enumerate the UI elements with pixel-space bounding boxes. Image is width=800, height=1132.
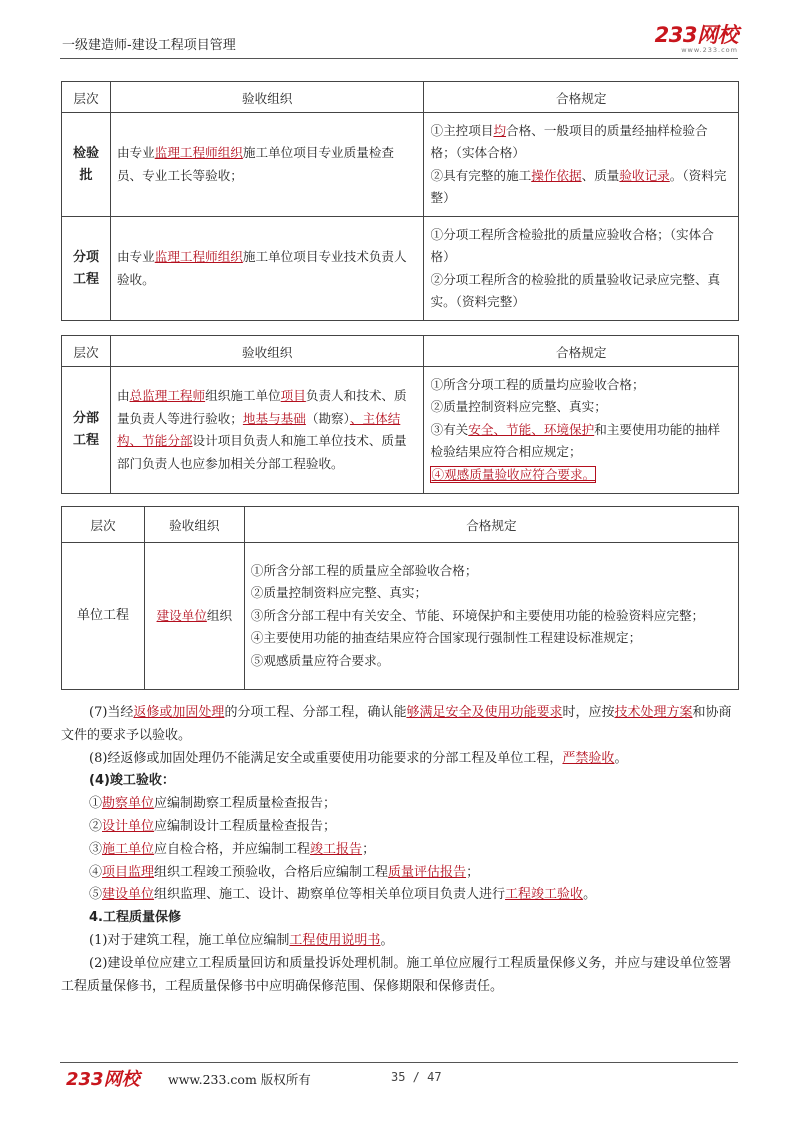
paragraph [61,907,739,930]
table-header-row [62,507,739,543]
level-line: 分部 [72,411,99,426]
table-row [62,113,739,217]
paragraph [61,770,739,793]
text-run: ②质量控制资料应完整、真实； [430,399,607,415]
highlight-text: 够满足安全及使用功能要求 [406,705,563,720]
text-run: ①所含分项工程的质量均应验收合格； [430,376,645,392]
requirement-cell [424,113,739,217]
table-header-row [62,336,739,367]
text-run: (2)建设单位应建立工程质量回访和质量投诉处理机制。施工单位应履行工程质量保修义务，并应与建设单位签署工程质量保修书，工程质量保修书中应明确保修范围、保修期限和保修责任。 [61,955,732,994]
text-run: ⑤观感质量应符合要求。 [250,652,390,668]
acceptance-table-1 [61,81,739,321]
paragraph [61,748,739,771]
level-line: 工程 [72,433,99,448]
level-cell [62,217,111,321]
copyright-text: www.233.com 版权所有 [168,1072,311,1087]
highlight-text: 竣工报告 [310,841,363,857]
level-cell [62,113,111,217]
logo-mark: 233网校 [654,23,738,47]
paragraph [61,953,739,999]
level-line: 检验 [72,145,99,161]
requirement-item [430,165,732,210]
highlight-text: 技术处理方案 [614,705,693,720]
highlight-text: ④观感质量验收应符合要求。 [431,466,596,482]
org-cell [110,113,424,217]
text-run: ⑤ [89,887,103,903]
text-run: 设计项目负责人和施工单位技术、质量部门负责人也应参加相关分部工程验收。 [116,433,407,471]
highlight-text: 勘察单位 [102,796,155,812]
text-run: 施工单位项目专业技术负责人验收。 [116,249,407,287]
requirement-item [430,396,732,419]
text-run: 合格、一般项目的质量经抽样检验合格；（实体合格） [430,122,708,160]
requirement-item [430,374,732,397]
brand-logo [655,24,738,54]
highlight-text: 总监理工程师 [129,388,206,403]
page-number: 35 / 47 [391,1070,442,1084]
highlight-text: 严禁验收 [562,750,615,766]
header-cell-org: 验收组织 [110,336,424,367]
highlight-text: 项目监理 [102,864,155,880]
text-run: 和主要使用功能的抽样检验结果应符合相应规定； [430,421,721,460]
text-run: 应编制设计工程质量检查报告； [154,818,337,834]
header-cell-level: 层次 [62,507,145,543]
highlight-text: 操作依据 [531,167,582,183]
page-footer [60,1062,738,1093]
text-run: ②具有完整的施工 [430,167,532,183]
paragraph [61,702,739,748]
text-run: ①主控项目 [430,122,494,138]
text-run: 、质量 [581,167,620,183]
text-run: (1)对于建筑工程，施工单位应编制 [89,932,290,948]
text-run: 。 [380,932,394,948]
paragraph [61,816,739,839]
highlight-text: 质量评估报告 [388,864,467,880]
text-run: ④ [89,864,103,880]
requirement-cell [244,543,738,690]
text-run: ④主要使用功能的抽查结果应符合国家现行强制性工程建设标准规定； [250,630,642,646]
org-cell [110,217,424,321]
text-run: （勘察） [305,410,350,426]
requirement-item [251,560,732,583]
acceptance-table-2 [61,335,739,494]
logo-url: www.233.com [681,46,738,54]
highlight-text: 、主体结构、节能分部 [116,410,401,448]
text-run: 应编制勘察工程质量检查报告； [154,796,337,812]
text-run: 。 [614,750,628,766]
paragraph [61,884,739,907]
text-run: 时，应按 [562,705,615,720]
text-run: ②质量控制资料应完整、真实； [250,585,428,601]
paragraph [61,930,739,953]
highlight-text: 建设单位 [102,887,155,903]
header-cell-req: 合格规定 [244,507,738,543]
text-run: (4)竣工验收： [89,773,175,789]
paragraph [61,839,739,862]
header-cell-org: 验收组织 [144,507,244,543]
text-run: ①分项工程所含检验批的质量应验收合格；（实体合格） [430,226,714,264]
highlight-text: 地基与基础 [242,410,306,426]
highlight-text: 安全、节能、环境保护 [468,421,595,437]
text-run: ①所含分部工程的质量应全部验收合格； [250,562,478,578]
text-run: 和协商文件的要求予以验收。 [61,705,732,743]
text-run: 。（资料完整） [430,167,727,205]
text-run: 的分项工程、分部工程，确认能 [224,705,407,720]
highlight-text: 施工单位 [102,841,155,857]
highlight-text: 返修或加固处理 [133,705,225,720]
header-cell-org: 验收组织 [110,82,424,113]
requirement-item [430,419,732,464]
requirement-cell [424,217,739,321]
highlight-text: 监理工程师组织 [154,145,243,160]
requirement-item [251,605,732,628]
header-cell-req: 合格规定 [424,82,739,113]
highlight-text: 验收记录 [619,167,670,183]
text-run: ② [89,818,103,834]
level-cell [62,367,111,494]
text-run: ③ [89,841,103,857]
highlight-text: 监理工程师组织 [154,249,243,264]
header-cell-level: 层次 [62,82,111,113]
text-run: (7)当经 [89,705,134,720]
text-run: 组织监理、施工、设计、勘察单位等相关单位项目负责人进行 [154,887,506,903]
text-run: 负责人和技术、质量负责人等进行验收； [116,388,407,426]
requirement-cell [424,367,739,494]
highlight-text: 设计单位 [102,818,155,834]
highlight-text: 项目 [280,388,306,403]
requirement-item [251,650,732,673]
table-row [62,367,739,494]
text-run: ③所含分部工程中有关安全、节能、环境保护和主要使用功能的检验资料应完整； [250,607,705,623]
level-cell [62,543,145,690]
text-run: ； [362,841,376,857]
text-run: ③有关 [430,421,469,437]
table-header-row [62,82,739,113]
table-row [62,543,739,690]
highlight-text: 工程使用说明书 [289,932,381,948]
text-run: 4.工程质量保修 [89,910,181,926]
acceptance-table-3 [61,506,739,690]
text-run: 由专业 [116,249,155,264]
level-line: 单位工程 [76,608,129,623]
org-cell [144,543,244,690]
text-run: 。 [583,887,597,903]
requirement-item [430,120,732,165]
table-row [62,217,739,321]
requirement-item [251,627,732,650]
level-line: 分项 [72,249,99,265]
text-run: (8)经返修或加固处理仍不能满足安全或重要使用功能要求的分部工程及单位工程， [89,750,563,766]
paragraph [61,793,739,816]
text-run: 由 [116,388,130,403]
body-text [61,702,739,998]
document-title: 一级建造师-建设工程项目管理 [62,38,236,53]
text-run: 组织 [206,607,233,623]
text-run: ① [89,796,103,812]
text-run: 组织施工单位 [205,388,281,403]
highlight-text: 均 [493,122,507,138]
text-run: 施工单位项目专业质量检查员、专业工长等验收； [116,145,395,183]
text-run: 由专业 [116,145,155,160]
header-cell-level: 层次 [62,336,111,367]
highlight-text: 工程竣工验收 [505,887,584,903]
header-cell-req: 合格规定 [424,336,739,367]
org-cell [110,367,424,494]
highlight-text: 建设单位 [156,607,207,623]
level-line: 批 [79,167,93,183]
requirement-item [251,582,732,605]
page-header [60,18,738,59]
text-run: 应自检合格，并应编制工程 [154,841,311,857]
requirement-item [430,464,732,487]
text-run: ； [466,864,480,880]
footer-logo: 233网校 [66,1069,140,1090]
paragraph [61,862,739,885]
requirement-item [430,269,732,314]
requirement-item [430,224,732,269]
text-run: 组织工程竣工预验收，合格后应编制工程 [154,864,389,880]
level-line: 工程 [72,271,99,287]
text-run: ②分项工程所含的检验批的质量验收记录应完整、真实。（资料完整） [430,271,721,309]
